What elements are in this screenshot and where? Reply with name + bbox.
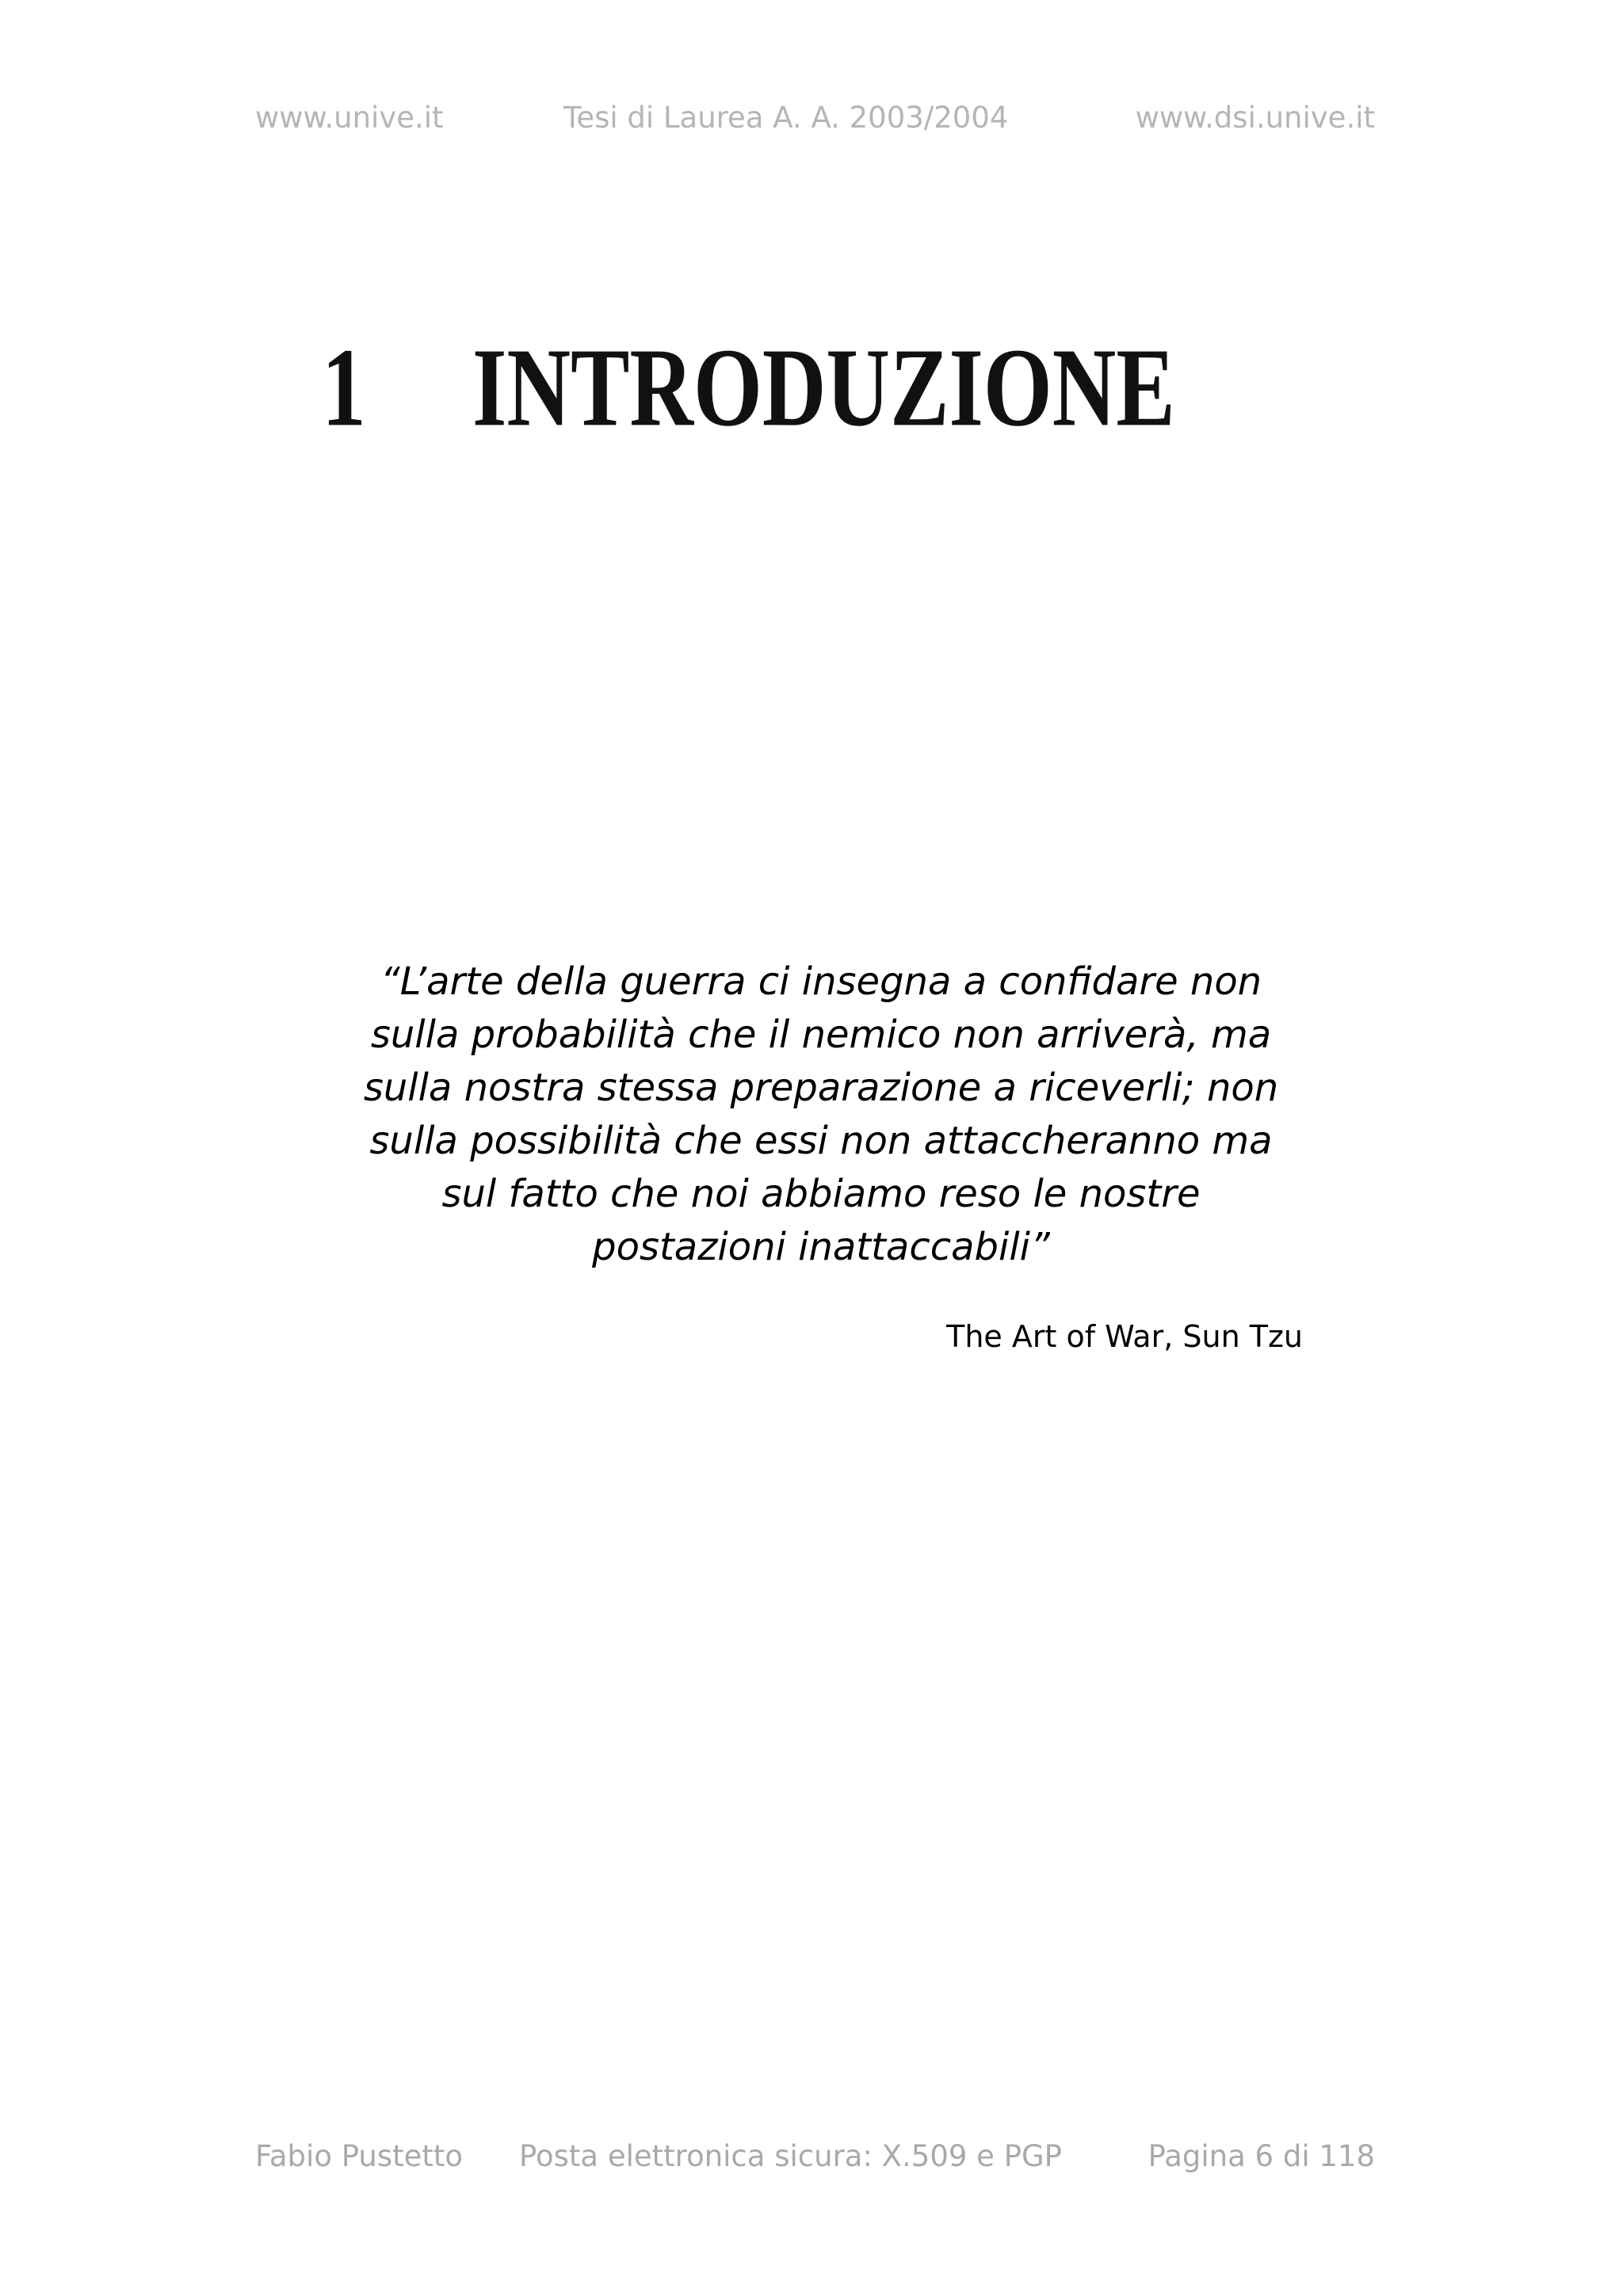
epigraph-line: sul fatto che noi abbiamo reso le nostre xyxy=(441,1172,1201,1216)
epigraph-quote xyxy=(346,955,1296,1274)
header-university-url: www.unive.it xyxy=(255,101,444,135)
epigraph-line: sulla possibilità che essi non attaccheranno ma xyxy=(369,1119,1273,1163)
epigraph-line: sulla nostra stessa preparazione a riceverli; non xyxy=(363,1066,1279,1110)
chapter-number: 1 xyxy=(322,325,366,450)
header-department-url: www.dsi.unive.it xyxy=(1135,101,1375,135)
epigraph-line: “L’arte della guerra ci insegna a confidare non xyxy=(380,959,1262,1004)
epigraph-attribution: The Art of War, Sun Tzu xyxy=(946,1319,1303,1354)
epigraph-line: postazioni inattaccabili” xyxy=(592,1225,1050,1269)
epigraph-line: sulla probabilità che il nemico non arriverà, ma xyxy=(370,1013,1272,1057)
footer-page-number: Pagina 6 di 118 xyxy=(1148,2139,1375,2173)
footer-thesis-title: Posta elettronica sicura: X.509 e PGP xyxy=(519,2139,1062,2173)
footer-author: Fabio Pustetto xyxy=(255,2139,464,2173)
chapter-title: INTRODUZIONE xyxy=(472,325,1175,450)
header-thesis-year: Tesi di Laurea A. A. 2003/2004 xyxy=(563,101,1009,135)
